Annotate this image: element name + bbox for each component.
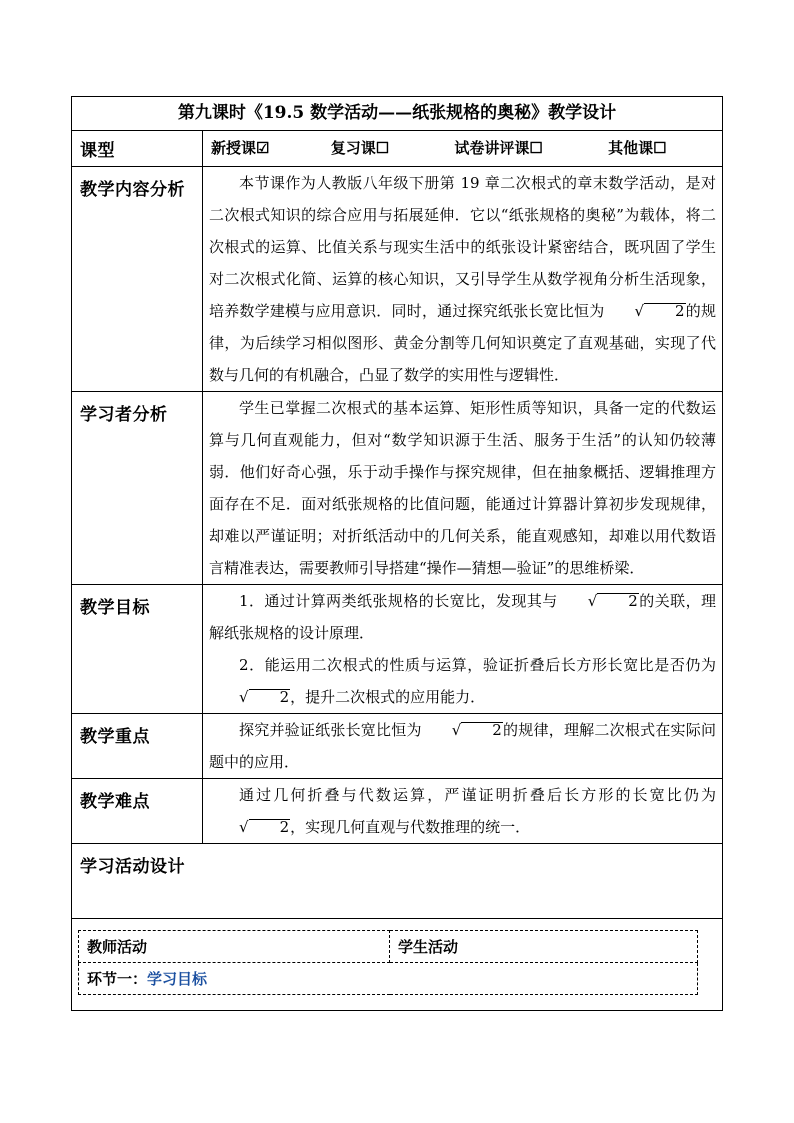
- difficulties-text: 通过几何折叠与代数运算，严谨证明折叠后长方形的长宽比仍为√ 2，实现几何直观与代数推理的统一．: [203, 779, 723, 844]
- objectives-label: 教学目标: [72, 585, 203, 714]
- content-analysis-text: 本节课作为人教版八年级下册第 19 章二次根式的章末数学活动，是对二次根式知识的综合应用与拓展延伸．它以“纸张规格的奥秘”为载体，将二次根式的运算、比值关系与现实生活中的纸张设计紧密结合，既巩固了学生对二次根式化简、运算的核心知识，又引导学生从数学视角分析生活现象，培养数学建模与应用意识．同时，通过探究纸张长宽比恒为 √ 2的规律，为后续学习相似图形、黄金分割等几何知识奠定了直观基础，实现了代数与几何的有机融合，凸显了数学的实用性与逻辑性．: [203, 167, 723, 392]
- learner-analysis-label: 学习者分析: [72, 392, 203, 585]
- sqrt-symbol: √ 2: [239, 818, 290, 836]
- teacher-activity-header: 教师活动: [79, 931, 390, 963]
- objective-item-2: 2．能运用二次根式的性质与运算，验证折叠后长方形长宽比是否仍为√ 2，提升二次根式的应用能力．: [209, 649, 716, 713]
- option-exam-review-lesson[interactable]: 试卷讲评课☐: [454, 139, 543, 157]
- lesson-type-options: [203, 131, 723, 167]
- activity-table-container: [78, 930, 697, 994]
- learner-analysis-text: 学生已掌握二次根式的基本运算、矩形性质等知识，具备一定的代数运算与几何直观能力，但对“数学知识源于生活、服务于生活”的认知仍较薄弱．他们好奇心强，乐于动手操作与探究规律，但在抽象概括、逻辑推理方面存在不足．面对纸张规格的比值问题，能通过计算器计算初步发现规律，却难以严谨证明；对折纸活动中的几何关系，能直观感知，却难以用代数语言精准表达，需要教师引导搭建“操作—猜想—验证”的思维桥梁．: [203, 392, 723, 585]
- option-review-lesson[interactable]: 复习课☐: [330, 139, 390, 157]
- student-activity-header: 学生活动: [390, 931, 698, 963]
- section-one-heading: 环节一：学习目标: [79, 963, 698, 995]
- key-points-text: 探究并验证纸张长宽比恒为 √ 2的规律，理解二次根式在实际问题中的应用．: [203, 714, 723, 779]
- page-title: 第九课时《19.5 数学活动——纸张规格的奥秘》教学设计: [72, 97, 723, 131]
- lesson-type-label: 课型: [72, 131, 203, 167]
- sqrt-symbol: √ 2: [239, 688, 290, 706]
- content-analysis-label: 教学内容分析: [72, 167, 203, 392]
- sqrt-symbol: √ 2: [451, 721, 502, 739]
- option-new-lesson[interactable]: 新授课☑: [211, 139, 270, 157]
- sqrt-symbol: √ 2: [634, 302, 685, 320]
- objectives-text: [203, 585, 723, 714]
- objective-item-1: 1．通过计算两类纸张规格的长宽比，发现其与 √ 2的关联，理解纸张规格的设计原理．: [209, 585, 716, 649]
- lesson-plan-table: [71, 96, 723, 1011]
- activity-design-label: 学习活动设计: [72, 844, 723, 919]
- activity-table: [78, 930, 698, 995]
- difficulties-label: 教学难点: [72, 779, 203, 844]
- option-other-lesson[interactable]: 其他课☐: [608, 139, 667, 157]
- key-points-label: 教学重点: [72, 714, 203, 779]
- sqrt-symbol: √ 2: [587, 592, 638, 610]
